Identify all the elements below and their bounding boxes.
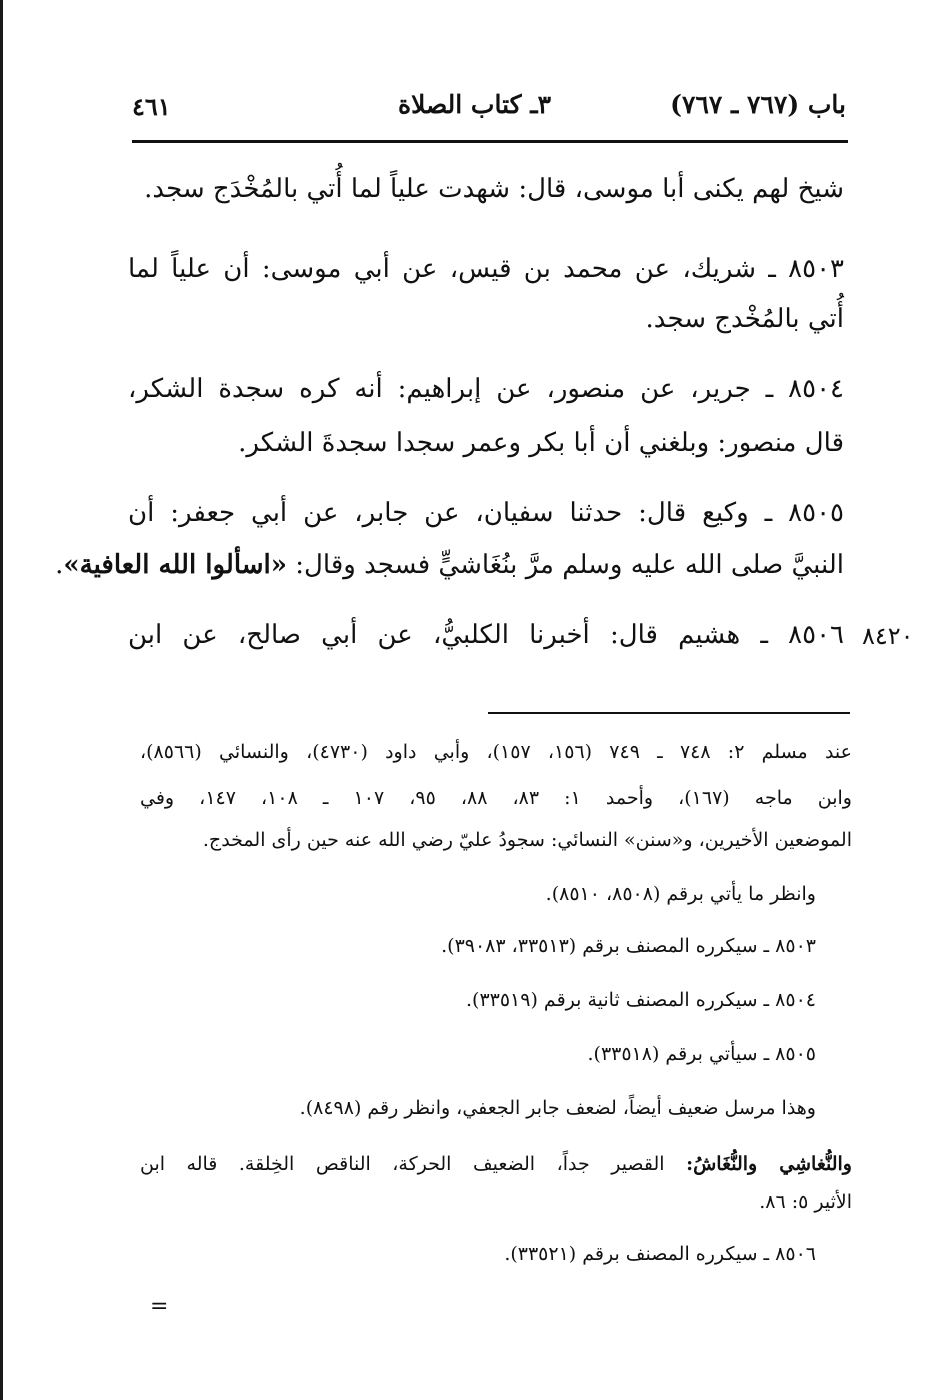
footnote-line-11: ٨٥٠٦ ـ سيكرره المصنف برقم (٣٣٥٢١).	[504, 1243, 816, 1265]
footnote-line-1: عند مسلم ٢: ٧٤٨ ـ ٧٤٩ (١٥٦، ١٥٧)، وأبي داود (٤٧٣٠)، والنسائي (٨٥٦٦)،	[140, 741, 852, 763]
body-line-1: شيخ لهم يكنى أبا موسى، قال: شهدت علياً لما أُتي بالمُخْدَج سجد.	[144, 174, 844, 204]
margin-hadith-number: ٨٤٢٠	[862, 622, 914, 650]
header-chapter-title: باب (٧٦٧ ـ ٧٦٧)	[670, 90, 846, 119]
running-header	[130, 88, 846, 128]
footnote-line-9: والنُّغاشِي والنُّغَاشُ: القصير جداً، الضعيف الحركة، الناقص الخِلقة. قاله ابن	[140, 1153, 852, 1175]
footnote-term: والنُّغاشِي والنُّغَاشُ:	[686, 1153, 852, 1175]
footnote-line-7: ٨٥٠٥ ـ سيأتي برقم (٣٣٥١٨).	[587, 1043, 816, 1065]
footnote-line-10: الأثير ٥: ٨٦.	[759, 1191, 852, 1213]
page-edge-shadow	[0, 0, 3, 1400]
body-line-4: ٨٥٠٤ ـ جرير، عن منصور، عن إبراهيم: أنه كره سجدة الشكر،	[128, 374, 844, 404]
footnote-line-8: وهذا مرسل ضعيف أيضاً، لضعف جابر الجعفي، وانظر رقم (٨٤٩٨).	[299, 1097, 816, 1119]
body-line-5: قال منصور: وبلغني أن أبا بكر وعمر سجدا سجدةَ الشكر.	[238, 428, 844, 458]
footnote-line-6: ٨٥٠٤ ـ سيكرره المصنف ثانية برقم (٣٣٥١٩).	[465, 989, 816, 1011]
continuation-mark: =	[150, 1294, 169, 1319]
header-rule	[132, 140, 848, 143]
body-line-7: النبيَّ صلى الله عليه وسلم مرَّ بنُغَاشيٍّ فسجد وقال: «اسألوا الله العافية».	[55, 550, 844, 580]
footnote-line-2: وابن ماجه (١٦٧)، وأحمد ١: ٨٣، ٨٨، ٩٥، ١٠٧ ـ ١٠٨، ١٤٧، وفي	[140, 787, 852, 809]
prophetic-quote: «اسألوا الله العافية»	[63, 550, 288, 580]
footnote-line-5: ٨٥٠٣ ـ سيكرره المصنف برقم (٣٣٥١٣، ٣٩٠٨٣).	[441, 935, 816, 957]
body-line-3: أُتي بالمُخْدج سجد.	[645, 304, 844, 334]
page-number: ٤٦١	[132, 92, 171, 121]
header-book-title: ٣ـ كتاب الصلاة	[397, 90, 551, 119]
body-line-2: ٨٥٠٣ ـ شريك، عن محمد بن قيس، عن أبي موسى: أن علياً لما	[128, 254, 844, 284]
footnote-line-3: الموضعين الأخيرين، و«سنن» النسائي: سجودُ عليّ رضي الله عنه حين رأى المخدج.	[202, 829, 852, 851]
body-line-8: ٨٥٠٦ ـ هشيم قال: أخبرنا الكلبيُّ، عن أبي صالح، عن ابن	[128, 620, 844, 650]
footnote-line-4: وانظر ما يأتي برقم (٨٥٠٨، ٨٥١٠).	[545, 883, 816, 905]
body-line-6: ٨٥٠٥ ـ وكيع قال: حدثنا سفيان، عن جابر، عن أبي جعفر: أن	[128, 498, 844, 528]
footnote-separator	[488, 712, 850, 714]
